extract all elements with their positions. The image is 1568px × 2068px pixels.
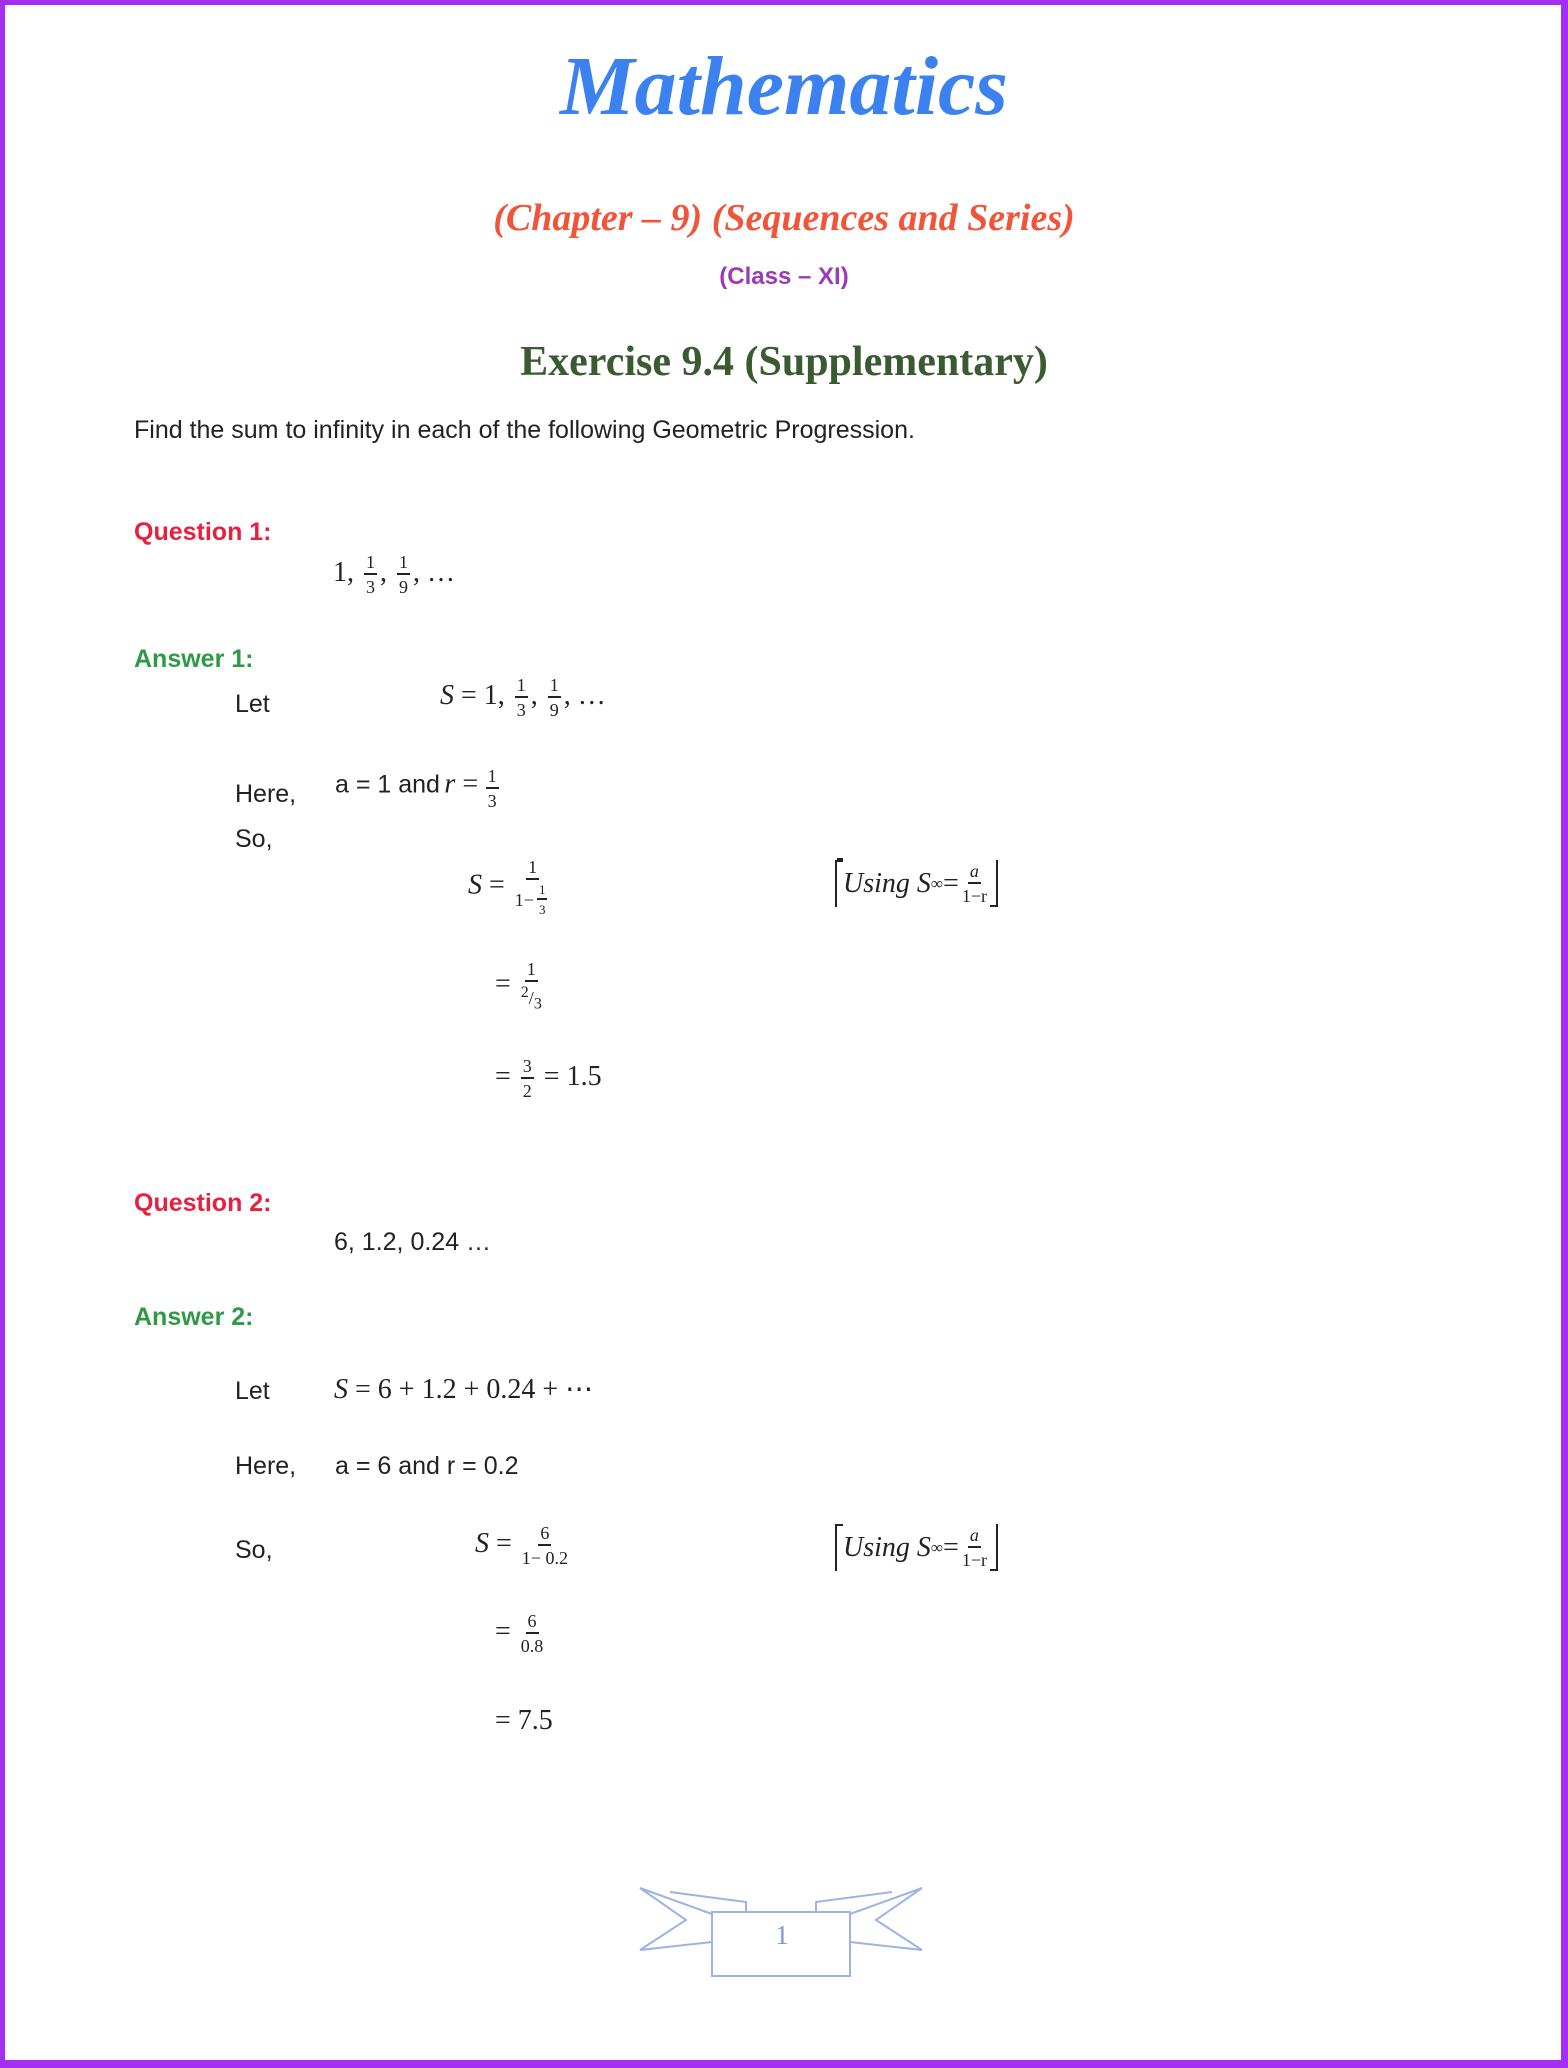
let-label: Let (235, 690, 270, 718)
fraction: $\frac{a}{1-r}$ (961, 1525, 987, 1570)
answer-2-step-2: = $\frac{6}{0.8}$ (495, 1611, 544, 1656)
formula-bracket: Using S ∞ = $\frac{a}{1-r}$ (835, 1524, 998, 1571)
question-2-series: 6, 1.2, 0.24 … (334, 1228, 492, 1256)
here-label: Here, (235, 1452, 297, 1480)
fraction: $\frac{1}{^2/_3}$ (520, 959, 542, 1013)
fraction: $\frac{6}{0.8}$ (520, 1611, 544, 1656)
answer-1-step-3: = $\frac{3}{2}$ = 1.5 (495, 1056, 602, 1101)
answer-2-step-3: = 7.5 (495, 1705, 553, 1736)
so-label: So, (235, 1536, 273, 1564)
fraction: $\frac{1}{9}$ (399, 552, 408, 597)
formula-hint-2 (835, 1524, 998, 1571)
so-label: So, (235, 825, 273, 853)
chapter-heading: (Chapter – 9) (Sequences and Series) (493, 197, 1075, 239)
answer-2-label: Answer 2: (134, 1303, 254, 1331)
series-term: 1, (333, 556, 354, 588)
question-2-label: Question 2: (134, 1189, 272, 1217)
page-number: 1 (775, 1920, 789, 1950)
let-label: Let (235, 1377, 270, 1405)
fraction: $\frac{a}{1-r}$ (961, 861, 987, 906)
intro-text: Find the sum to infinity in each of the following Geometric Progression. (134, 416, 915, 444)
fraction: $\frac{1}{3}$ (516, 675, 526, 720)
answer-1-label: Answer 1: (134, 645, 254, 673)
answer-2-here-expression: a = 6 and r = 0.2 (335, 1452, 519, 1480)
fraction: 1 1− $\frac{1}{3}$ (514, 857, 546, 917)
document-title: Mathematics (559, 40, 1008, 133)
formula-hint-1 (835, 860, 998, 907)
formula-bracket: Using S ∞ = $\frac{a}{1-r}$ (835, 860, 998, 907)
exercise-heading: Exercise 9.4 (Supplementary) (520, 339, 1048, 385)
answer-2-step-1: S = $\frac{6}{1- 0.2}$ (475, 1523, 568, 1568)
answer-1-let-expression: S = 1, $\frac{1}{3}$ , $\frac{1}{9}$ , … (440, 675, 606, 720)
here-label: Here, (235, 780, 297, 808)
fraction: $\frac{3}{2}$ (522, 1056, 532, 1101)
question-1-series: 1, $\frac{1}{3}$ , $\frac{1}{9}$ , … (333, 552, 455, 597)
answer-1-step-1: S = 1 1− $\frac{1}{3}$ (468, 858, 553, 916)
answer-1-here-expression: a = 1 and r = $\frac{1}{3}$ (335, 766, 497, 811)
fraction: $\frac{1}{3}$ (487, 766, 497, 811)
fraction: $\frac{1}{3}$ (366, 552, 375, 597)
fraction: $\frac{6}{1- 0.2}$ (521, 1523, 568, 1568)
class-label: (Class – XI) (719, 263, 849, 290)
fraction: $\frac{1}{9}$ (549, 675, 559, 720)
question-1-label: Question 1: (134, 518, 272, 546)
answer-1-step-2: = $\frac{1}{^2/_3}$ (495, 959, 542, 1013)
answer-2-let-expression: S = 6 + 1.2 + 0.24 + ⋯ (334, 1374, 594, 1405)
